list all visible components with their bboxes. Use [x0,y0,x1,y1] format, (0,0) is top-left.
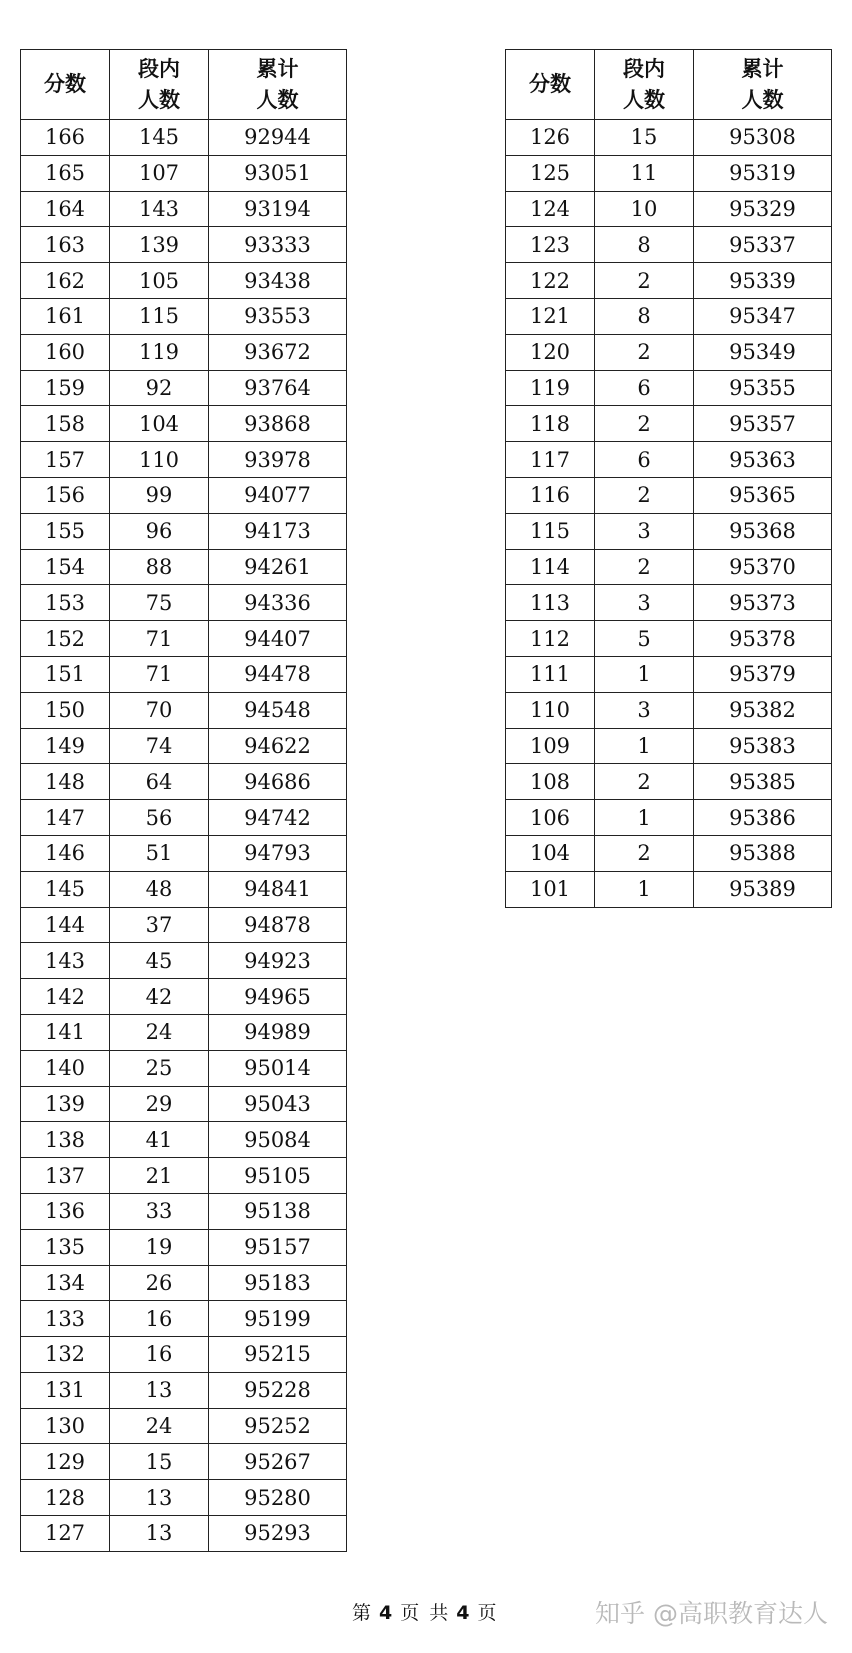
cell-score: 121 [506,298,595,334]
cell-segment-count: 33 [110,1193,209,1229]
cell-score: 138 [21,1122,110,1158]
cell-cumulative-count: 95373 [694,585,832,621]
header-cumulative-count-line2: 人数 [256,87,299,112]
cell-cumulative-count: 95319 [694,155,832,191]
cell-score: 123 [506,227,595,263]
cell-segment-count: 5 [595,621,694,657]
cell-segment-count: 139 [110,227,209,263]
cell-segment-count: 3 [595,585,694,621]
cell-score: 111 [506,656,595,692]
cell-cumulative-count: 94742 [209,800,347,836]
table-row [506,585,832,621]
header-segment-count [595,50,694,120]
table-row [21,1158,347,1194]
footer-page-number: 4 [379,1602,395,1624]
cell-score: 106 [506,800,595,836]
cell-cumulative-count: 95280 [209,1480,347,1516]
cell-cumulative-count: 95228 [209,1372,347,1408]
cell-segment-count: 3 [595,692,694,728]
cell-segment-count: 41 [110,1122,209,1158]
table-row [21,907,347,943]
cell-cumulative-count: 94077 [209,477,347,513]
cell-score: 140 [21,1050,110,1086]
cell-score: 120 [506,334,595,370]
table-row [21,621,347,657]
cell-cumulative-count: 95308 [694,120,832,156]
cell-score: 118 [506,406,595,442]
cell-segment-count: 115 [110,298,209,334]
cell-score: 159 [21,370,110,406]
cell-segment-count: 1 [595,871,694,907]
table-row [21,1014,347,1050]
cell-score: 115 [506,513,595,549]
cell-segment-count: 2 [595,835,694,871]
cell-score: 112 [506,621,595,657]
table-row [21,835,347,871]
table-row [21,477,347,513]
table-row [21,1193,347,1229]
cell-cumulative-count: 95199 [209,1301,347,1337]
cell-cumulative-count: 94965 [209,979,347,1015]
table-row [506,764,832,800]
table-row [21,764,347,800]
cell-segment-count: 8 [595,227,694,263]
table-row [506,298,832,334]
cell-segment-count: 15 [110,1444,209,1480]
table-row [21,442,347,478]
cell-score: 142 [21,979,110,1015]
cell-cumulative-count: 93438 [209,263,347,299]
table-row [506,621,832,657]
cell-score: 162 [21,263,110,299]
cell-segment-count: 110 [110,442,209,478]
cell-score: 113 [506,585,595,621]
table-row [506,155,832,191]
cell-segment-count: 13 [110,1372,209,1408]
cell-segment-count: 16 [110,1301,209,1337]
cell-segment-count: 45 [110,943,209,979]
cell-cumulative-count: 95252 [209,1408,347,1444]
cell-cumulative-count: 95105 [209,1158,347,1194]
score-table-left [20,49,347,1552]
cell-score: 110 [506,692,595,728]
cell-score: 122 [506,263,595,299]
cell-score: 114 [506,549,595,585]
table-row [506,656,832,692]
cell-cumulative-count: 95349 [694,334,832,370]
cell-cumulative-count: 93764 [209,370,347,406]
cell-score: 139 [21,1086,110,1122]
cell-segment-count: 99 [110,477,209,513]
cell-segment-count: 3 [595,513,694,549]
table-row [21,1480,347,1516]
cell-score: 133 [21,1301,110,1337]
cell-segment-count: 11 [595,155,694,191]
cell-cumulative-count: 94548 [209,692,347,728]
cell-segment-count: 19 [110,1229,209,1265]
cell-score: 166 [21,120,110,156]
header-segment-count-line1: 段内 [138,56,180,81]
table-row [21,1408,347,1444]
cell-cumulative-count: 93978 [209,442,347,478]
cell-segment-count: 96 [110,513,209,549]
cell-segment-count: 2 [595,764,694,800]
table-row [21,1050,347,1086]
header-segment-count-line2: 人数 [138,87,180,112]
cell-score: 132 [21,1337,110,1373]
cell-segment-count: 2 [595,477,694,513]
header-segment-count [110,50,209,120]
cell-cumulative-count: 93672 [209,334,347,370]
cell-segment-count: 2 [595,549,694,585]
cell-segment-count: 29 [110,1086,209,1122]
table-header-row [506,50,832,120]
footer-total-pages: 4 [456,1602,472,1624]
cell-cumulative-count: 95043 [209,1086,347,1122]
header-score [506,50,595,120]
table-row [21,191,347,227]
table-body-right [506,120,832,908]
cell-cumulative-count: 95339 [694,263,832,299]
cell-segment-count: 71 [110,621,209,657]
cell-score: 165 [21,155,110,191]
cell-cumulative-count: 93868 [209,406,347,442]
table-row [21,549,347,585]
cell-cumulative-count: 94336 [209,585,347,621]
header-cumulative-count [694,50,832,120]
cell-score: 129 [21,1444,110,1480]
cell-score: 119 [506,370,595,406]
cell-segment-count: 26 [110,1265,209,1301]
cell-cumulative-count: 93553 [209,298,347,334]
cell-score: 146 [21,835,110,871]
cell-cumulative-count: 95379 [694,656,832,692]
cell-score: 144 [21,907,110,943]
cell-score: 128 [21,1480,110,1516]
cell-score: 160 [21,334,110,370]
cell-segment-count: 107 [110,155,209,191]
table-row [21,1301,347,1337]
cell-segment-count: 25 [110,1050,209,1086]
cell-cumulative-count: 95215 [209,1337,347,1373]
cell-segment-count: 2 [595,334,694,370]
cell-segment-count: 88 [110,549,209,585]
watermark: 知乎 @高职教育达人 [595,1599,828,1628]
cell-segment-count: 70 [110,692,209,728]
header-cumulative-count-line1: 累计 [741,56,784,81]
table-row [21,692,347,728]
table-row [21,585,347,621]
cell-cumulative-count: 94841 [209,871,347,907]
cell-segment-count: 75 [110,585,209,621]
cell-score: 151 [21,656,110,692]
table-row [506,120,832,156]
cell-cumulative-count: 93194 [209,191,347,227]
cell-segment-count: 24 [110,1408,209,1444]
table-row [21,1372,347,1408]
cell-score: 155 [21,513,110,549]
cell-score: 126 [506,120,595,156]
cell-cumulative-count: 92944 [209,120,347,156]
table-row [506,871,832,907]
cell-segment-count: 56 [110,800,209,836]
cell-score: 125 [506,155,595,191]
table-row [506,513,832,549]
cell-score: 135 [21,1229,110,1265]
cell-score: 157 [21,442,110,478]
table-row [506,477,832,513]
cell-segment-count: 13 [110,1480,209,1516]
cell-score: 154 [21,549,110,585]
cell-cumulative-count: 94989 [209,1014,347,1050]
table-row [21,656,347,692]
cell-segment-count: 74 [110,728,209,764]
cell-cumulative-count: 94478 [209,656,347,692]
header-segment-count-line1: 段内 [623,56,665,81]
cell-segment-count: 104 [110,406,209,442]
cell-cumulative-count: 95383 [694,728,832,764]
cell-score: 109 [506,728,595,764]
table-row [21,1444,347,1480]
cell-cumulative-count: 93051 [209,155,347,191]
cell-cumulative-count: 95347 [694,298,832,334]
table-row [21,370,347,406]
footer-middle: 页 共 [400,1602,451,1624]
cell-score: 152 [21,621,110,657]
cell-score: 149 [21,728,110,764]
cell-cumulative-count: 95365 [694,477,832,513]
cell-segment-count: 92 [110,370,209,406]
cell-segment-count: 10 [595,191,694,227]
cell-score: 163 [21,227,110,263]
table-row [21,1516,347,1552]
cell-score: 104 [506,835,595,871]
cell-segment-count: 48 [110,871,209,907]
cell-cumulative-count: 95337 [694,227,832,263]
cell-segment-count: 6 [595,370,694,406]
table-header-row [21,50,347,120]
cell-cumulative-count: 94686 [209,764,347,800]
cell-segment-count: 13 [110,1516,209,1552]
table-body-left [21,120,347,1552]
cell-score: 145 [21,871,110,907]
table-row [506,442,832,478]
cell-cumulative-count: 95084 [209,1122,347,1158]
cell-segment-count: 8 [595,298,694,334]
table-row [506,835,832,871]
header-cumulative-count-line1: 累计 [256,56,299,81]
table-row [21,263,347,299]
table-row [21,120,347,156]
table-row [21,334,347,370]
table-row [506,191,832,227]
cell-cumulative-count: 95267 [209,1444,347,1480]
cell-score: 153 [21,585,110,621]
cell-segment-count: 21 [110,1158,209,1194]
cell-cumulative-count: 94173 [209,513,347,549]
table-row [21,1337,347,1373]
footer-prefix: 第 [352,1602,374,1624]
cell-cumulative-count: 95382 [694,692,832,728]
cell-score: 150 [21,692,110,728]
cell-cumulative-count: 94622 [209,728,347,764]
table-row [506,263,832,299]
cell-segment-count: 16 [110,1337,209,1373]
table-row [506,800,832,836]
header-score [21,50,110,120]
cell-cumulative-count: 95378 [694,621,832,657]
cell-segment-count: 119 [110,334,209,370]
cell-score: 156 [21,477,110,513]
cell-segment-count: 51 [110,835,209,871]
cell-score: 161 [21,298,110,334]
cell-segment-count: 64 [110,764,209,800]
cell-cumulative-count: 95355 [694,370,832,406]
header-segment-count-line2: 人数 [623,87,665,112]
cell-score: 101 [506,871,595,907]
cell-cumulative-count: 95138 [209,1193,347,1229]
cell-segment-count: 1 [595,800,694,836]
score-table-right [505,49,832,908]
cell-segment-count: 37 [110,907,209,943]
table-row [21,871,347,907]
cell-score: 124 [506,191,595,227]
cell-score: 134 [21,1265,110,1301]
footer-suffix: 页 [477,1602,499,1624]
table-row [21,979,347,1015]
cell-cumulative-count: 95293 [209,1516,347,1552]
table-row [506,227,832,263]
table-row [21,406,347,442]
table-row [506,549,832,585]
cell-segment-count: 42 [110,979,209,1015]
cell-score: 164 [21,191,110,227]
header-cumulative-count-line2: 人数 [741,87,784,112]
table-row [21,1122,347,1158]
cell-cumulative-count: 95386 [694,800,832,836]
cell-score: 141 [21,1014,110,1050]
cell-cumulative-count: 95157 [209,1229,347,1265]
table-row [21,943,347,979]
cell-score: 143 [21,943,110,979]
cell-cumulative-count: 95363 [694,442,832,478]
cell-cumulative-count: 95385 [694,764,832,800]
header-cumulative-count [209,50,347,120]
cell-score: 117 [506,442,595,478]
table-row [21,227,347,263]
cell-score: 137 [21,1158,110,1194]
cell-cumulative-count: 95357 [694,406,832,442]
cell-cumulative-count: 94923 [209,943,347,979]
cell-segment-count: 1 [595,656,694,692]
cell-cumulative-count: 94793 [209,835,347,871]
table-row [21,1265,347,1301]
table-row [21,728,347,764]
table-row [21,513,347,549]
table-row [21,298,347,334]
cell-score: 136 [21,1193,110,1229]
cell-segment-count: 15 [595,120,694,156]
cell-score: 116 [506,477,595,513]
cell-cumulative-count: 94261 [209,549,347,585]
table-row [506,370,832,406]
table-row [21,800,347,836]
cell-segment-count: 143 [110,191,209,227]
cell-segment-count: 71 [110,656,209,692]
cell-score: 131 [21,1372,110,1408]
table-row [21,1229,347,1265]
table-row [506,692,832,728]
table-row [506,728,832,764]
cell-cumulative-count: 95370 [694,549,832,585]
cell-cumulative-count: 95014 [209,1050,347,1086]
table-row [506,334,832,370]
cell-segment-count: 1 [595,728,694,764]
cell-segment-count: 2 [595,406,694,442]
cell-cumulative-count: 95388 [694,835,832,871]
table-row [21,155,347,191]
cell-segment-count: 145 [110,120,209,156]
cell-cumulative-count: 95183 [209,1265,347,1301]
cell-cumulative-count: 93333 [209,227,347,263]
cell-score: 158 [21,406,110,442]
table-row [506,406,832,442]
cell-score: 127 [21,1516,110,1552]
table-row [21,1086,347,1122]
cell-score: 148 [21,764,110,800]
cell-segment-count: 105 [110,263,209,299]
cell-score: 147 [21,800,110,836]
cell-segment-count: 24 [110,1014,209,1050]
header-score-text: 分数 [529,72,571,96]
cell-score: 130 [21,1408,110,1444]
cell-segment-count: 2 [595,263,694,299]
cell-cumulative-count: 95389 [694,871,832,907]
cell-cumulative-count: 94407 [209,621,347,657]
header-score-text: 分数 [44,72,86,96]
page-footer [352,1598,499,1625]
cell-cumulative-count: 95368 [694,513,832,549]
cell-segment-count: 6 [595,442,694,478]
cell-cumulative-count: 94878 [209,907,347,943]
cell-score: 108 [506,764,595,800]
cell-cumulative-count: 95329 [694,191,832,227]
